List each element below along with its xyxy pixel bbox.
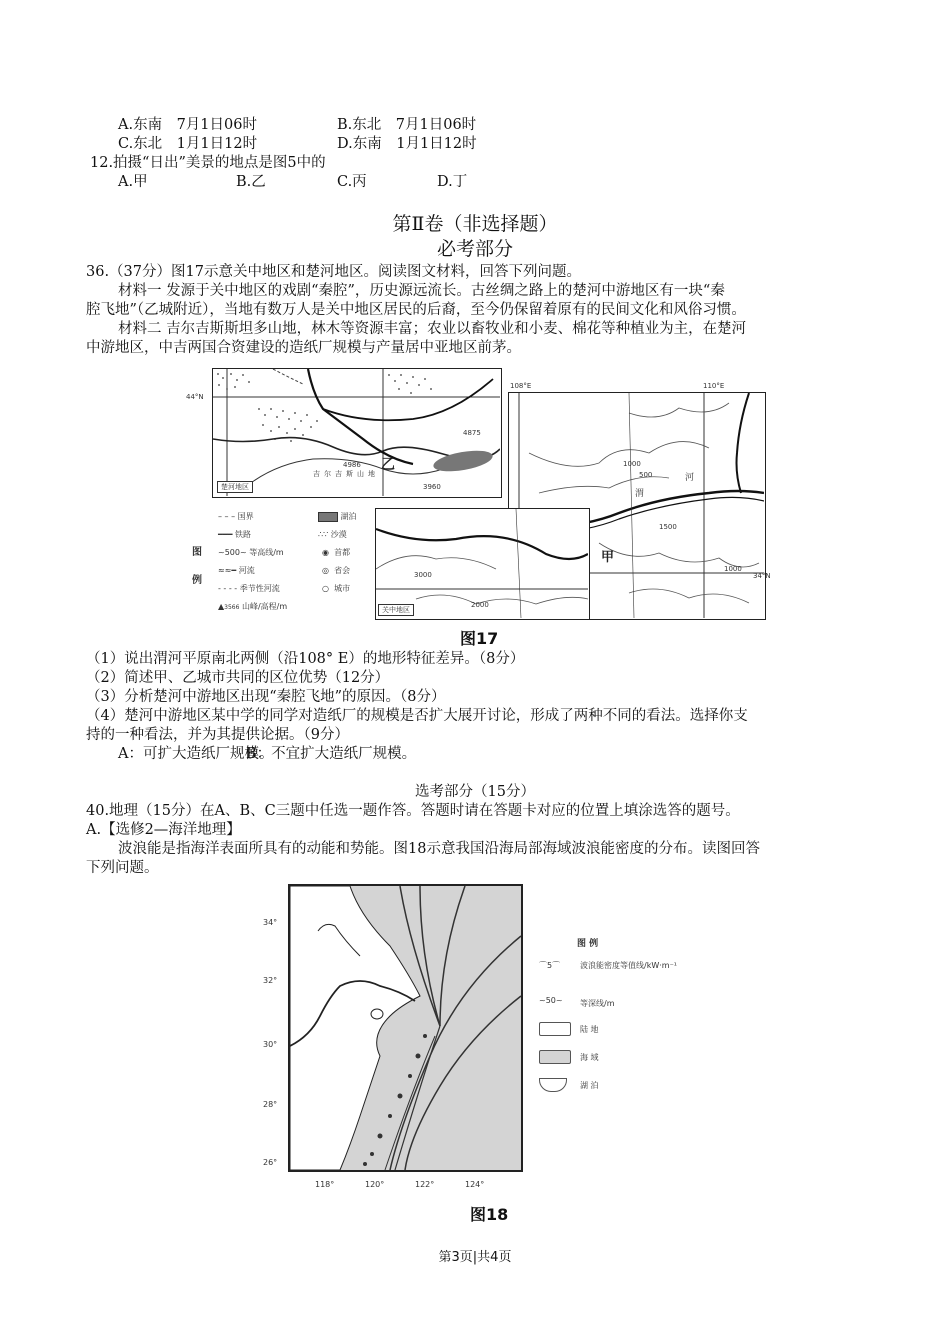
mountain-label: 吉尔吉斯山地: [313, 470, 379, 478]
land-swatch-icon: [539, 1022, 571, 1036]
elective-title: 选考部分（15分）: [415, 784, 535, 800]
city-symbol-icon: ○: [322, 584, 329, 593]
figure17-legend: [188, 505, 373, 615]
border-symbol-icon: – – –: [218, 512, 236, 521]
q36-material2-line2: 中游地区，中吉两国合资建设的造纸厂规模与产量居中亚地区前茅。: [86, 340, 521, 356]
lon-108-label: 108°E: [510, 382, 532, 390]
contour-label-5: 3000: [414, 571, 432, 579]
q12-option-b: B.乙: [236, 174, 266, 190]
wave-energy-isoline-icon: ⌒5⌒: [539, 961, 561, 970]
section-title: 第Ⅱ卷（非选择题）: [392, 213, 558, 235]
lon-tick-120: 120°: [365, 1180, 385, 1189]
q36-sub3: （3）分析楚河中游地区出现“秦腔飞地”的原因。（8分）: [86, 689, 446, 705]
figure17-caption: 图17: [460, 629, 499, 648]
q36-sub4-line2: 持的一种看法，并为其提供论据。（9分）: [86, 727, 349, 743]
river-symbol-icon: ≈≈━: [218, 566, 237, 575]
q36-sub1: （1）说出渭河平原南北两侧（沿108° E）的地形特征差异。（8分）: [86, 651, 525, 667]
peak-symbol-icon: ▲3566: [218, 602, 240, 611]
legend-label-border: 国界: [237, 512, 254, 521]
q12-stem: 12.拍摄“日出”美景的地点是图5中的: [90, 155, 326, 171]
contour-label-1: 1000: [623, 460, 641, 468]
lat-tick-32: 32°: [263, 976, 278, 985]
legend-label-seasonal-river: 季节性河流: [239, 584, 280, 593]
seasonal-river-symbol-icon: - - - -: [218, 584, 238, 593]
q11-option-c: C.东北 1月1日12时: [118, 136, 258, 152]
q36-sub4-line1: （4）楚河中游地区某中学的同学对造纸厂的规模是否扩大展开讨论，形成了两种不同的看法。选择你支: [86, 708, 748, 724]
isobath-icon: ~50~: [539, 996, 563, 1005]
figure-17: [180, 360, 770, 650]
railway-symbol-icon: ━━━: [218, 530, 233, 539]
legend-title-2: 例: [192, 575, 202, 586]
chu-region-label: 楚河地区: [217, 481, 253, 493]
q11-option-a: A.东南 7月1日06时: [118, 117, 257, 133]
lon-tick-122: 122°: [415, 1180, 435, 1189]
q36-opinion-b: B：不宜扩大造纸厂规模。: [246, 746, 417, 762]
legend-isobath-label: 等深线/m: [580, 999, 615, 1008]
q36-material2-line1: 材料二 吉尔吉斯斯坦多山地，林木等资源丰富；农业以畜牧业和小麦、棉花等种植业为主，在楚河: [118, 321, 747, 337]
figure18-caption: 图18: [470, 1205, 509, 1224]
legend-label-city: 城市: [334, 584, 351, 593]
lake-symbol-icon: [318, 512, 338, 522]
city-jia-label: 甲: [601, 550, 615, 565]
peak-label-2: 4986: [343, 461, 361, 469]
q12-option-d: D.丁: [437, 174, 468, 190]
q12-option-c: C.丙: [337, 174, 367, 190]
figure18-legend: [535, 930, 715, 1130]
q11-option-b: B.东北 7月1日06时: [337, 117, 477, 133]
q36-opinion-a: A：可扩大造纸厂规模。: [118, 746, 274, 762]
legend-label-desert: 沙漠: [330, 530, 347, 539]
q40-stem: 40.地理（15分）在A、B、C三题中任选一题作答。答题时请在答题卡对应的位置上填涂选答的题号。: [86, 803, 740, 819]
chu-river-map: [212, 368, 502, 498]
lon-110-label: 110°E: [703, 382, 725, 390]
contour-label-3: 1500: [659, 523, 677, 531]
section-subtitle: 必考部分: [436, 238, 513, 260]
lat-tick-30: 30°: [263, 1040, 278, 1049]
lon-tick-118: 118°: [315, 1180, 335, 1189]
legend-label-capital: 首都: [334, 548, 351, 557]
q12-option-a: A.甲: [118, 174, 148, 190]
provincial-capital-symbol-icon: ◎: [322, 566, 329, 575]
capital-symbol-icon: ◉: [322, 548, 329, 557]
city-yi-label: 乙: [381, 457, 395, 473]
wave-energy-map: [288, 884, 523, 1172]
q40-intro-line1: 波浪能是指海洋表面所具有的动能和势能。图18示意我国沿海局部海域波浪能密度的分布。读图回答: [118, 841, 760, 857]
peak-label-3: 3960: [423, 483, 441, 491]
lat-tick-26: 26°: [263, 1158, 278, 1167]
lat-tick-34: 34°: [263, 918, 278, 927]
guanzhong-region-label: 关中地区: [378, 604, 414, 616]
guanzhong-lower-strip: [375, 508, 590, 620]
legend-label-river: 河流: [238, 566, 255, 575]
desert-symbol-icon: ∴∵: [318, 530, 329, 539]
legend-sea-label: 海 域: [580, 1053, 599, 1062]
legend-land-label: 陆 地: [580, 1025, 599, 1034]
figure-18: [255, 880, 715, 1240]
figure18-legend-title: 图 例: [577, 939, 599, 949]
legend-title-1: 图: [192, 547, 202, 558]
contour-symbol-icon: ~500~: [218, 548, 247, 557]
svg-text:河: 河: [685, 473, 695, 483]
legend-label-provincial-capital: 省会: [334, 566, 351, 575]
lake-swatch-icon: [539, 1078, 567, 1092]
contour-label-6: 2000: [471, 601, 489, 609]
lat-34-label: 34°N: [753, 572, 771, 580]
contour-label-4: 1000: [724, 565, 742, 573]
lat-44-label: 44°N: [186, 393, 204, 401]
contour-label-2: 500: [639, 471, 653, 479]
q36-stem: 36.（37分）图17示意关中地区和楚河地区。阅读图文材料，回答下列问题。: [86, 264, 581, 280]
legend-label-railway: 铁路: [235, 530, 251, 539]
lon-tick-124: 124°: [465, 1180, 485, 1189]
q11-option-d: D.东南 1月1日12时: [337, 136, 477, 152]
legend-label-lake: 湖泊: [340, 512, 357, 521]
legend-lake-label: 湖 泊: [580, 1081, 599, 1090]
lat-tick-28: 28°: [263, 1100, 278, 1109]
page-footer: 第3页|共4页: [438, 1250, 512, 1265]
legend-label-peak: 山峰/高程/m: [241, 602, 288, 611]
legend-label-contour: 等高线/m: [249, 548, 284, 557]
sea-swatch-icon: [539, 1050, 571, 1064]
q36-material1-line1: 材料一 发源于关中地区的戏剧“秦腔”，历史源远流长。古丝绸之路上的楚河中游地区有一块“秦: [118, 283, 725, 299]
q40-intro-line2: 下列问题。: [86, 860, 159, 876]
q36-sub2: （2）简述甲、乙城市共同的区位优势（12分）: [86, 670, 390, 686]
svg-text:渭: 渭: [635, 489, 645, 499]
q40-module: A.【选修2—海洋地理】: [86, 822, 241, 838]
peak-label-1: 4875: [463, 429, 481, 437]
q36-material1-line2: 腔飞地”（乙城附近），当地有数万人是关中地区居民的后裔，至今仍保留着原有的民间文化和风俗习惯。: [86, 302, 746, 318]
legend-wave-energy-label: 波浪能密度等值线/kW·m⁻¹: [580, 961, 678, 970]
